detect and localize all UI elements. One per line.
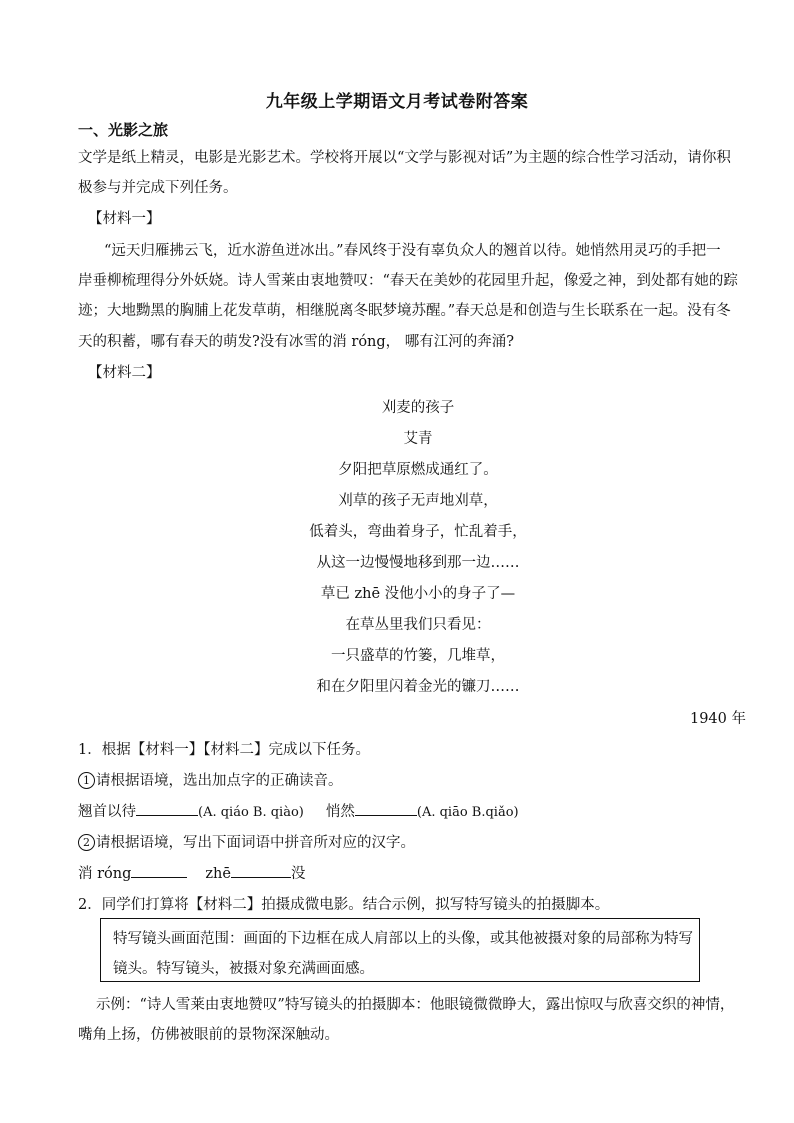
question-1-stem: 1．根据【材料一】【材料二】完成以下任务。 [78,742,370,758]
poem-line: 在草丛里我们只看见： [345,617,491,633]
poem-line: 从这一边慢慢地移到那一边…… [316,555,520,571]
definition-line-2: 镜头。特写镜头，被摄对象充满画面感。 [113,961,374,977]
question-1-sub2 [78,831,415,852]
example-line-2: 嘴角上扬，仿佛被眼前的景物深深触动。 [78,1027,339,1043]
poem-title: 刈麦的孩子 [381,400,455,416]
fill-1-label: 消 róng [78,866,132,882]
question-1-fills [78,862,305,883]
answer-blank[interactable] [131,863,187,878]
material1-line: 岸垂柳梳理得分外妖娆。诗人雪莱由衷地赞叹：“春天在美妙的花园里升起，像爱之神，到处都有她的踪 [78,273,738,289]
poem-line: 草已 zhē 没他小小的身子了— [320,586,516,602]
material1-line: “远天归雁拂云飞，近水游鱼迸冰出。”春风终于没有辜负众人的翘首以待。她悄然用灵巧的手把一 [104,243,721,259]
answer-blank[interactable] [136,801,198,816]
poem-year: 1940 年 [689,711,746,727]
poem-line: 和在夕阳里闪着金光的镰刀…… [316,679,520,695]
page-title: 九年级上学期语文月考试卷附答案 [265,92,529,112]
material1-line: 迹；大地黝黑的胸脯上花发草萌，相继脱离冬眠梦境苏醒。”春天总是和创造与生长联系在一起。没有冬 [78,303,731,319]
material1-heading: 【材料一】 [88,211,161,227]
answer-blank[interactable] [355,801,417,816]
intro-line-2: 极参与并完成下列任务。 [78,180,238,196]
poem-line: 低着头，弯曲着身子，忙乱着手， [309,524,527,540]
poem-line: 一只盛草的竹篓，几堆草， [331,648,505,664]
option-b-word: 悄然 [325,804,355,820]
option-a-word: 翘首以待 [78,804,136,820]
poem-author: 艾青 [403,431,433,447]
material1-line: 天的积蓄，哪有春天的萌发?没有冰雪的消 róng， 哪有江河的奔涌? [78,334,515,350]
section-heading: 一、光影之旅 [78,121,169,139]
question-1-sub1 [78,769,343,790]
poem-line: 夕阳把草原燃成通红了。 [338,462,498,478]
question-1-options [78,800,519,821]
fill-2-suffix: 没 [290,866,306,882]
poem-line: 刈草的孩子无声地刈草， [338,493,498,509]
answer-blank[interactable] [231,863,291,878]
question-2-stem: 2．同学们打算将【材料二】拍摄成微电影。结合示例，拟写特写镜头的拍摄脚本。 [78,897,610,913]
sub2-text: 请根据语境，写出下面词语中拼音所对应的汉字。 [96,835,415,851]
circled-number: 2 [78,834,95,851]
fill-2-label: zhē [205,866,231,882]
intro-line-1: 文学是纸上精灵，电影是光影艺术。学校将开展以“文学与影视对话”为主题的综合性学习活动，请你积 [78,150,731,166]
option-b-choices: (A. qiāo B.qiǎo) [416,805,519,820]
definition-line-1: 特写镜头画面范围：画面的下边框在成人肩部以上的头像，或其他被摄对象的局部称为特写 [113,931,693,947]
circled-number: 1 [78,772,95,789]
option-a-choices: (A. qiáo B. qiào) [198,805,304,820]
definition-box [100,918,700,982]
sub1-text: 请根据语境，选出加点字的正确读音。 [96,773,343,789]
material2-heading: 【材料二】 [88,365,161,381]
example-line-1: 示例：“诗人雪莱由衷地赞叹”特写镜头的拍摄脚本：他眼镜微微睁大，露出惊叹与欣喜交织的神情， [96,997,735,1013]
